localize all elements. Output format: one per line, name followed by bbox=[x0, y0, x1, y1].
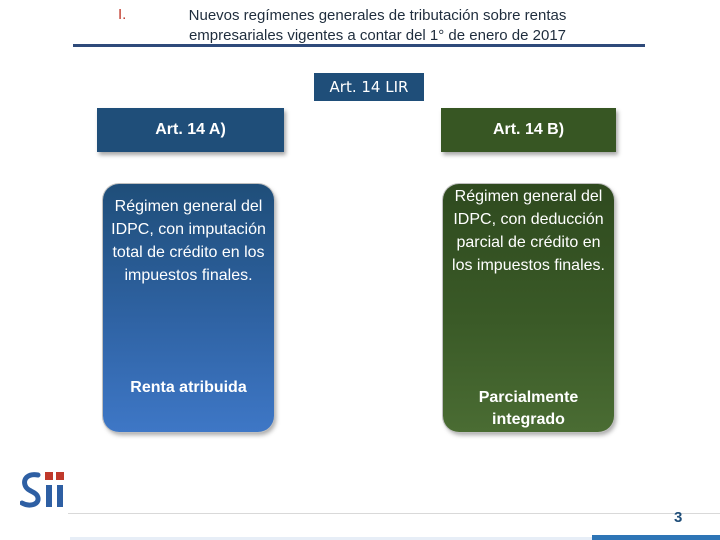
page-number: 3 bbox=[674, 509, 683, 526]
footer-accent bbox=[592, 535, 720, 540]
art-14a-header: Art. 14 A) bbox=[97, 108, 284, 152]
sii-logo-icon bbox=[20, 467, 70, 511]
regime-a-box bbox=[103, 184, 274, 432]
section-number: I. bbox=[118, 6, 127, 23]
regime-a-name: Renta atribuida bbox=[130, 379, 247, 396]
art-lir-label: Art. 14 LIR bbox=[314, 73, 424, 101]
footer-rule bbox=[68, 513, 720, 514]
regime-b-description: Régimen general del IDPC, con deducción parcial de crédito en los impuestos finales. bbox=[452, 188, 605, 274]
regime-b-box bbox=[443, 184, 614, 432]
regime-a-description: Régimen general del IDPC, con imputación total de crédito en los impuestos finales. bbox=[111, 198, 266, 284]
title-divider bbox=[73, 44, 645, 47]
art-14b-header: Art. 14 B) bbox=[441, 108, 616, 152]
regime-b-name: Parcialmente integrado bbox=[478, 389, 579, 428]
slide-title: Nuevos regímenes generales de tributación sobre rentas empresariales vigentes a contar del 1° de enero de 2017 bbox=[188, 7, 567, 44]
